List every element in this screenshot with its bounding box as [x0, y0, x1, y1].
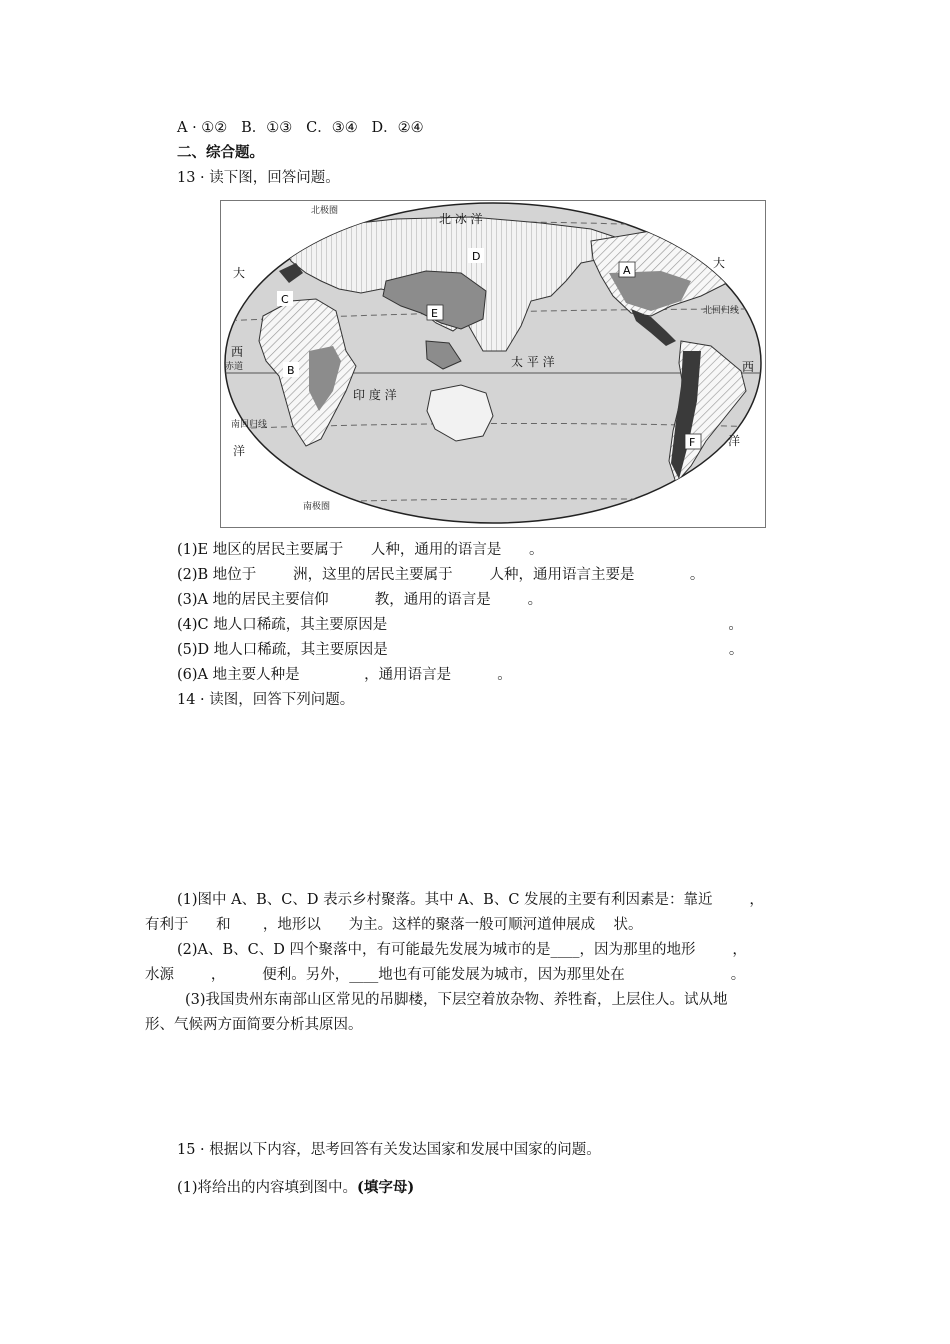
atlantic-w-label-1: 大	[233, 266, 246, 280]
svg-text:B: B	[287, 364, 295, 377]
equator-label: 赤道	[225, 362, 244, 372]
tropic-capricorn-label: 南回归线	[231, 420, 268, 430]
q14-part2-line2: 水源 ， 便利。另外，____地也有可能发展为城市，因为那里处在 。	[145, 967, 746, 983]
q15-prompt: 15 · 根据以下内容，思考回答有关发达国家和发展中国家的问题。	[177, 1142, 601, 1158]
q13-question-1: (1)E 地区的居民主要属于 人种，通用的语言是 。	[177, 542, 544, 558]
q15-sub1-text: (1)将给出的内容填到图中。	[177, 1180, 358, 1196]
q14-part1-line1: (1)图中 A、B、C、D 表示乡村聚落。其中 A、B、C 发展的主要有利因素是：靠近 ，	[177, 892, 764, 908]
atlantic-e-label-1: 大	[713, 256, 726, 270]
q13-prompt: 13 · 读下图，回答问题。	[177, 170, 340, 186]
svg-text:F: F	[689, 436, 696, 449]
q14-part2-line1: (2)A、B、C、D 四个聚落中，有可能最先发展为城市的是____，因为那里的地形 ，	[177, 942, 747, 958]
arctic-circle-label: 北极圈	[311, 206, 339, 216]
q12-options: A · ①② B．①③ C．③④ D．②④	[177, 120, 424, 136]
q14-prompt: 14 · 读图，回答下列问题。	[177, 692, 355, 708]
region-c-label	[277, 291, 293, 306]
pacific-ocean-label: 太 平 洋	[511, 355, 555, 369]
atlantic-w-label-3: 洋	[233, 444, 246, 458]
greenland-land	[681, 213, 721, 233]
atlantic-e-label-2: 西	[742, 360, 755, 374]
antarctic-circle-label: 南极圈	[303, 502, 331, 512]
region-e-label	[427, 305, 443, 320]
q13-question-4: (4)C 地人口稀疏，其主要原因是 。	[177, 617, 743, 633]
world-map-svg	[221, 201, 765, 527]
q13-question-2: (2)B 地位于 洲，这里的居民主要属于 人种，通用语言主要是 。	[177, 567, 705, 583]
q15-sub1	[177, 1178, 414, 1198]
svg-text:E: E	[431, 307, 438, 320]
region-f-label	[685, 434, 701, 449]
world-map	[220, 200, 766, 528]
q13-question-5: (5)D 地人口稀疏，其主要原因是 。	[177, 642, 744, 658]
region-a-label	[619, 262, 635, 277]
q14-part3-line2: 形、气候两方面简要分析其原因。	[145, 1017, 363, 1033]
indian-ocean-label: 印 度 洋	[353, 388, 397, 402]
q13-question-6: (6)A 地主要人种是 ，通用语言是 。	[177, 667, 512, 683]
svg-text:D: D	[472, 250, 481, 263]
atlantic-e-label-3: 洋	[728, 434, 741, 448]
arctic-ocean-label: 北 冰 洋	[439, 212, 483, 226]
svg-text:C: C	[281, 293, 289, 306]
q15-sub1-bold: (填字母)	[357, 1179, 415, 1196]
atlantic-w-label-2: 西	[231, 345, 244, 359]
tropic-cancer-label: 北回归线	[703, 306, 740, 316]
region-d-label	[468, 248, 484, 263]
q14-part3-line1: (3)我国贵州东南部山区常见的吊脚楼，下层空着放杂物、养牲畜，上层住人。试从地	[185, 992, 728, 1008]
section-heading: 二、综合题。	[177, 144, 264, 161]
region-b-label	[283, 362, 299, 377]
q14-part1-line2: 有利于 和 ，地形以 为主。这样的聚落一般可顺河道伸展成 状。	[145, 917, 643, 933]
svg-text:A: A	[623, 264, 631, 277]
q13-question-3: (3)A 地的居民主要信仰 教，通用的语言是 。	[177, 592, 543, 608]
